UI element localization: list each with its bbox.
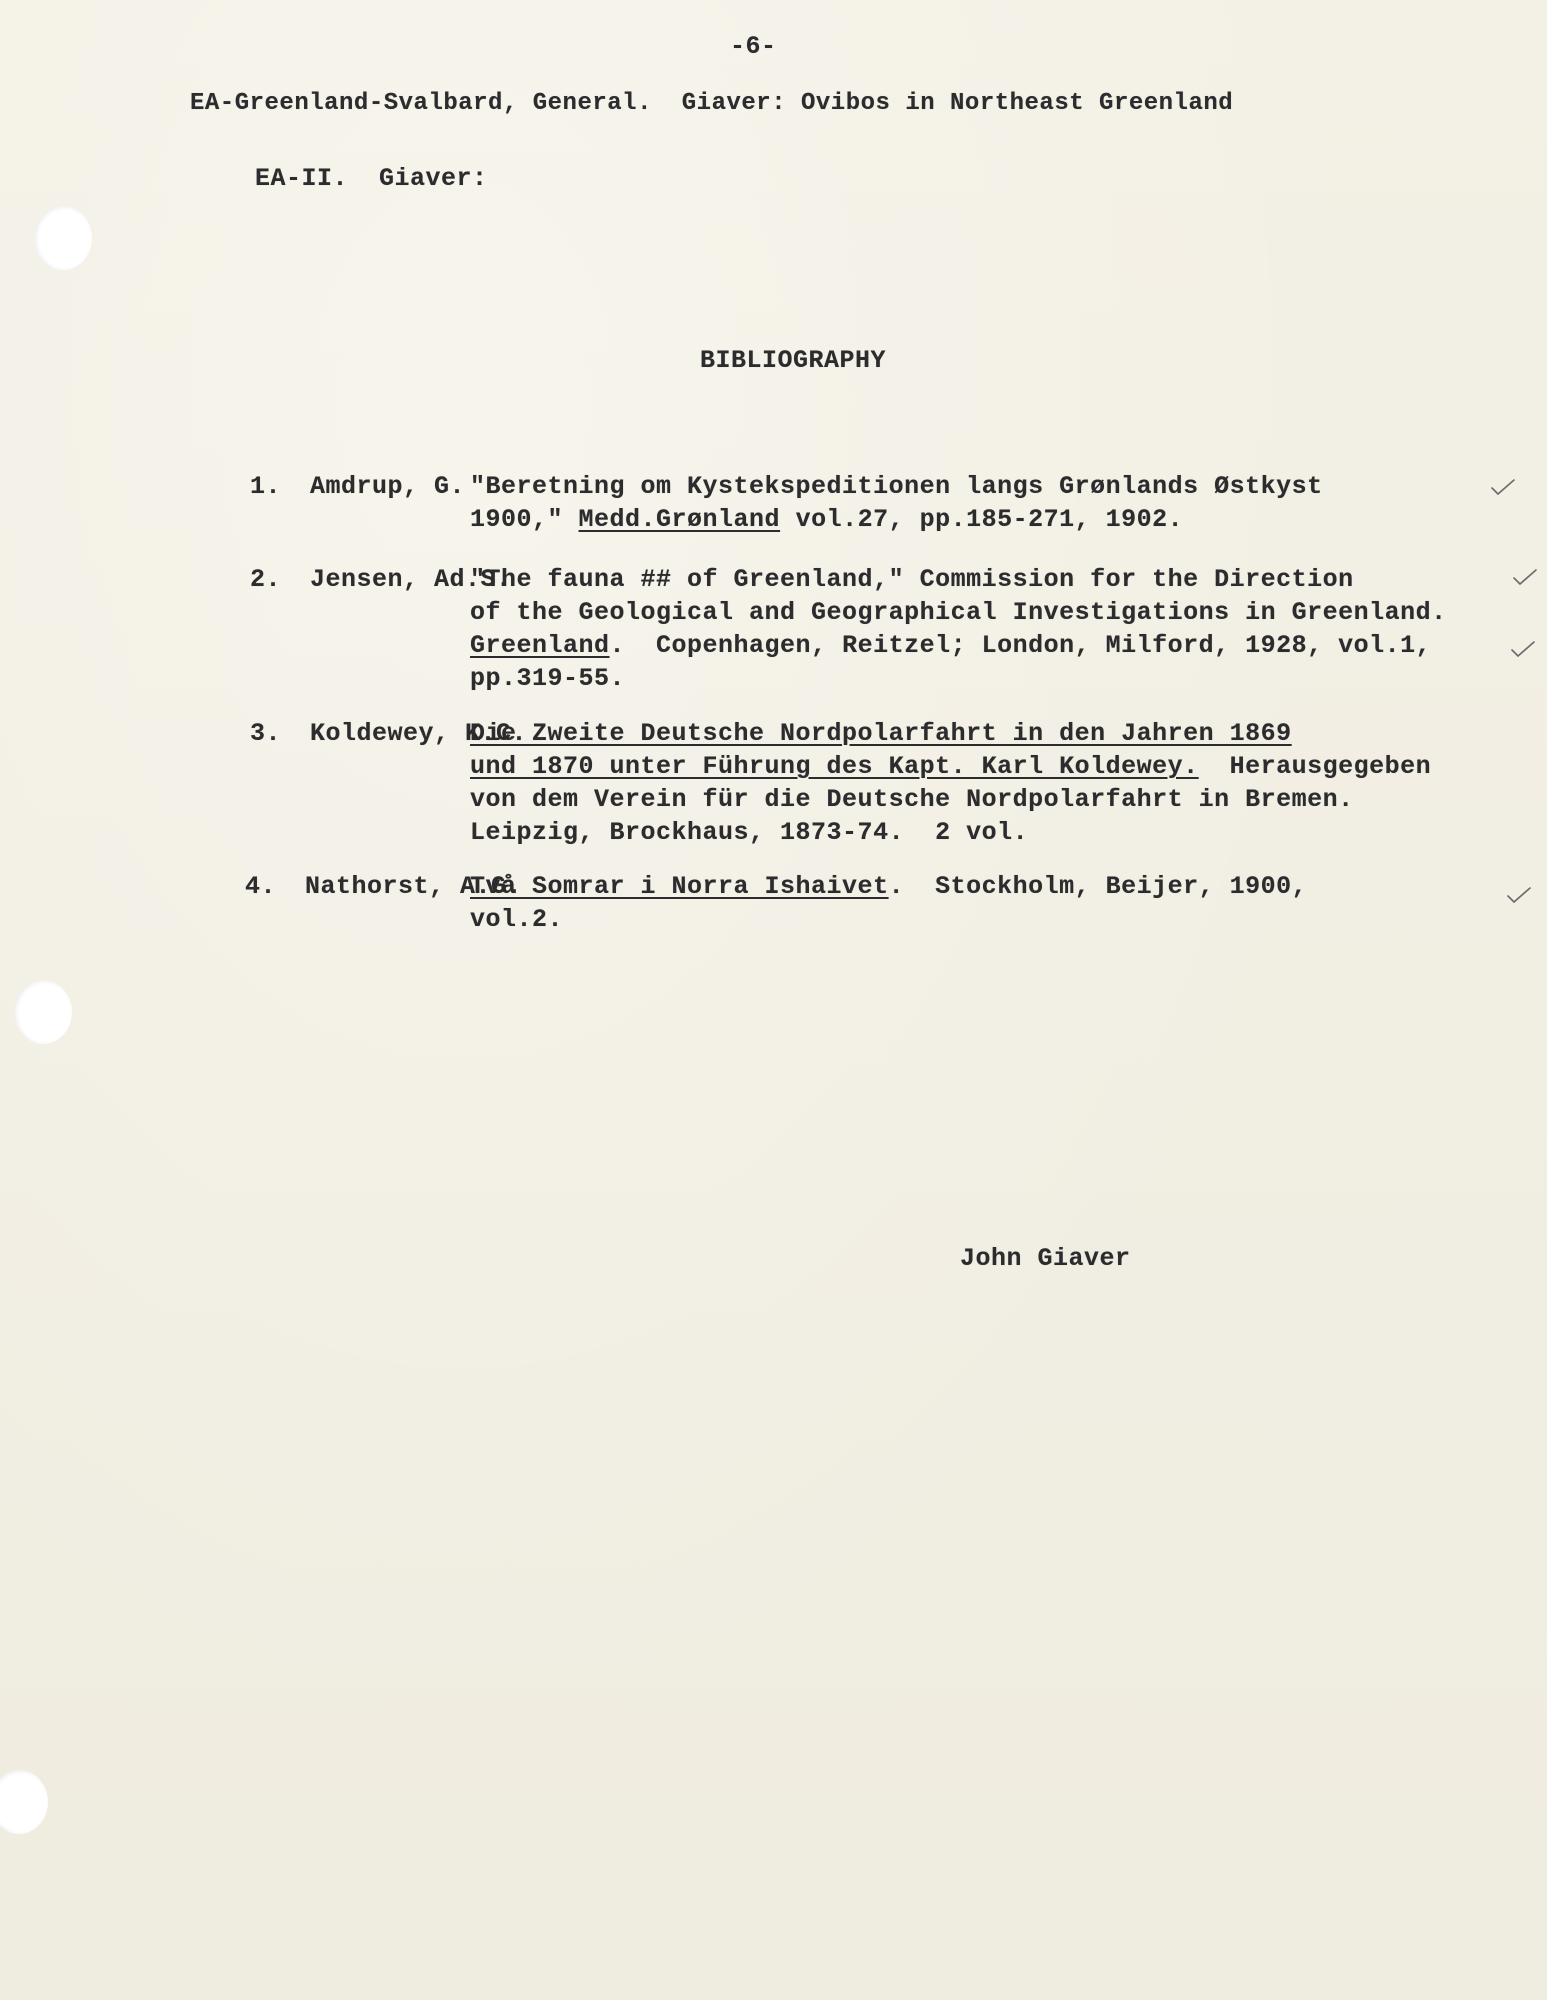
entry-text: . Stockholm, Beijer, 1900, — [888, 872, 1308, 901]
entry-line — [470, 503, 1470, 536]
section-title: BIBLIOGRAPHY — [700, 346, 887, 375]
entry-line: von dem Verein für die Deutsche Nordpolarfahrt in Bremen. — [470, 785, 1354, 814]
book-title: Die Zweite Deutsche Nordpolarfahrt in den Jahren 1869 — [470, 719, 1292, 748]
entry-author: Koldewey, K.C. — [310, 719, 528, 748]
entry-line: "Beretning om Kystekspeditionen langs Grønlands Østkyst — [470, 472, 1323, 501]
entry-line: vol.2. — [470, 905, 564, 934]
entry-line: "The fauna ## of Greenland," Commission for the Direction — [470, 565, 1354, 594]
entry-text: 1900," — [470, 505, 579, 534]
punch-hole-top — [34, 206, 92, 270]
book-title: und 1870 unter Führung des Kapt. Karl Koldewey. — [470, 752, 1199, 781]
check-mark-icon — [1512, 568, 1538, 586]
entry-text: Herausgegeben — [1198, 752, 1432, 781]
page-number: -6- — [730, 32, 777, 61]
entry-author: Amdrup, G. — [310, 472, 466, 501]
entry-line: Leipzig, Brockhaus, 1873-74. 2 vol. — [470, 818, 1029, 847]
entry-line — [470, 717, 1470, 750]
entry-line — [470, 870, 1470, 903]
entry-author: Jensen, Ad.S. — [310, 565, 512, 594]
subheader: EA-II. Giaver: — [255, 164, 488, 193]
punch-hole-middle — [14, 980, 72, 1044]
entry-number: 2. — [250, 565, 282, 594]
entry-line: of the Geological and Geographical Investigations in Greenland. — [470, 598, 1447, 627]
entry-number: 4. — [245, 872, 277, 901]
header-line: EA-Greenland-Svalbard, General. Giaver: Ovibos in Northeast Greenland — [190, 90, 1234, 117]
entry-line — [470, 750, 1470, 783]
check-mark-icon — [1490, 478, 1516, 496]
signature: John Giaver — [960, 1244, 1131, 1273]
entry-author: Nathorst, A.G. — [305, 872, 523, 901]
punch-hole-bottom — [0, 1770, 48, 1834]
entry-text: . Copenhagen, Reitzel; London, Milford, 1928, vol.1, — [609, 631, 1432, 660]
check-mark-icon — [1506, 886, 1532, 904]
entry-line: pp.319-55. — [470, 664, 626, 693]
entry-line — [470, 629, 1470, 662]
check-mark-icon — [1510, 640, 1536, 658]
entry-number: 1. — [250, 472, 282, 501]
book-title: Greenland — [470, 631, 610, 660]
entry-number: 3. — [250, 719, 282, 748]
book-title: Två Somrar i Norra Ishaivet — [470, 872, 889, 901]
journal-title: Medd.Grønland — [578, 505, 781, 534]
entry-text: vol.27, pp.185-271, 1902. — [780, 505, 1184, 534]
